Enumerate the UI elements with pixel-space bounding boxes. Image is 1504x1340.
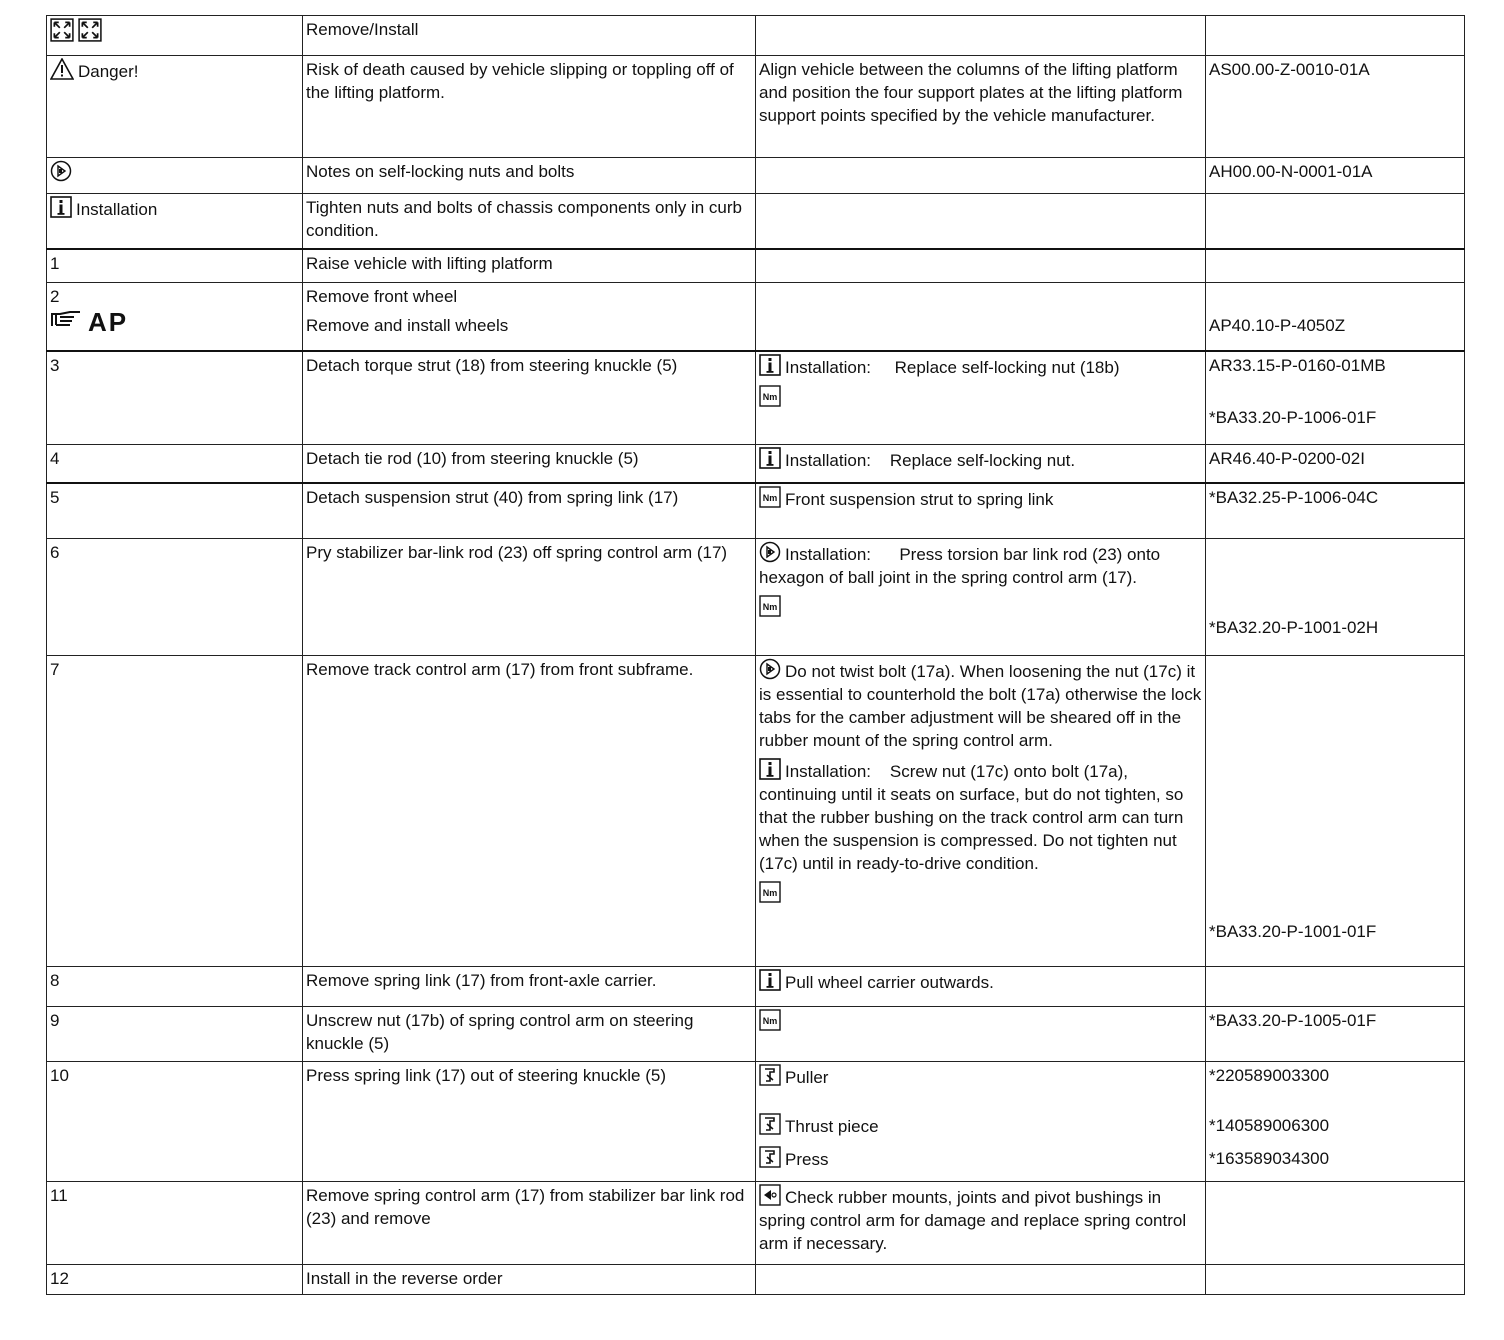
table-row [47,967,1465,1007]
step-note: Do not twist bolt (17a). When loosening the nut (17c) it is essential to counterhold the bolt (17a) otherwise the lock tabs for the camber adjustment will be sheared off in the rubber mount of the spring control arm. [759,662,1202,750]
step-note: Check rubber mounts, joints and pivot bushings in spring control arm for damage and replace spring control arm if necessary. [759,1188,1187,1253]
step-text: Remove front wheel [306,287,458,306]
step-number: 7 [47,656,303,967]
step-number: 10 [47,1062,303,1182]
step-note: Installation: Replace self-locking nut. [785,451,1076,470]
step-number: 8 [47,967,303,1007]
table-row [47,1265,1465,1295]
step-number: 12 [47,1265,303,1295]
step-text: Unscrew nut (17b) of spring control arm on steering knuckle (5) [303,1007,756,1062]
ap-label: AP [88,307,129,338]
danger-text: Risk of death caused by vehicle slipping or toppling off of the lifting platform. [303,56,756,158]
notes-ref: AH00.00-N-0001-01A [1206,158,1465,194]
torque-icon [759,486,781,508]
step-note: Installation: Press torsion bar link rod (23) onto hexagon of ball joint in the spring control arm (17). [759,545,1165,587]
step-ref[interactable]: AR46.40-P-0200-02I [1206,445,1465,483]
expand-icon [50,18,74,42]
step-ref[interactable]: AR33.15-P-0160-01MB [1209,355,1386,375]
danger-label: Danger! [78,62,139,81]
hand-pointer-icon [50,308,84,330]
tool-label: Puller [785,1068,829,1087]
notes-icon [759,541,781,563]
step-note-installation: Installation: Screw nut (17c) onto bolt (17a), continuing until it seats on surface, but do not tighten, so that the rubber bushing on the track control arm can turn when the suspension is compressed. Do not tighten nut (17c) until in ready-to-drive condition. [759,762,1189,873]
notes-text: Notes on self-locking nuts and bolts [303,158,756,194]
table-row [47,1062,1465,1182]
notes-row [47,158,1465,194]
step-number: 6 [47,539,303,656]
torque-icon [759,1009,781,1031]
step-number: 5 [47,483,303,539]
step-text: Install in the reverse order [303,1265,756,1295]
step-note: Front suspension strut to spring link [785,489,1054,509]
step-text: Detach torque strut (18) from steering knuckle (5) [303,351,756,445]
step-text: Raise vehicle with lifting platform [303,249,756,283]
danger-note: Align vehicle between the columns of the lifting platform and position the four support plates at the lifting platform support points specified by the vehicle manufacturer. [756,56,1206,158]
step-ref[interactable]: *BA33.20-P-1005-01F [1206,1007,1465,1062]
header-title: Remove/Install [303,16,756,56]
step-ref[interactable]: *BA33.20-P-1001-01F [1209,922,1377,941]
tool-label: Thrust piece [785,1117,879,1136]
ap-text[interactable]: Remove and install wheels [306,316,509,335]
step-text: Press spring link (17) out of steering knuckle (5) [303,1062,756,1182]
tool-ref[interactable]: *220589003300 [1209,1066,1330,1085]
step-number: 2 [50,287,60,306]
danger-ref: AS00.00-Z-0010-01A [1206,56,1465,158]
table-row [47,539,1465,656]
expand-icon [78,18,102,42]
step-ref[interactable]: *BA32.25-P-1006-04C [1206,483,1465,539]
table-row [47,483,1465,539]
table-row [47,1007,1465,1062]
step-text: Remove spring control arm (17) from stabilizer bar link rod (23) and remove [303,1182,756,1265]
torque-icon [759,881,781,903]
step-ref[interactable]: *BA32.20-P-1001-02H [1209,618,1379,637]
procedure-table [46,15,1465,1295]
table-row [47,283,1465,351]
tool-icon [759,1064,781,1086]
step-number: 4 [47,445,303,483]
info-icon [759,354,781,376]
step-number: 1 [47,249,303,283]
check-icon [759,1184,781,1206]
table-row [47,445,1465,483]
step-number: 3 [47,351,303,445]
torque-icon [759,385,781,407]
tool-ref[interactable]: *140589006300 [1209,1116,1330,1135]
info-icon [759,447,781,469]
tool-label: Press [785,1150,829,1169]
info-icon [50,196,72,218]
tool-icon [759,1113,781,1135]
danger-row [47,56,1465,158]
step-text: Remove spring link (17) from front-axle carrier. [303,967,756,1007]
notes-icon [759,658,781,680]
step-number: 11 [47,1182,303,1265]
table-row [47,351,1465,445]
step-number: 9 [47,1007,303,1062]
info-icon [759,969,781,991]
notes-icon [50,160,72,182]
tool-ref[interactable]: *163589034300 [1209,1149,1330,1168]
step-note: Installation: Replace self-locking nut (18b) [785,357,1120,377]
step-note: Pull wheel carrier outwards. [785,973,994,992]
installation-row [47,194,1465,249]
torque-ref[interactable]: *BA33.20-P-1006-01F [1209,407,1377,427]
danger-icon [50,58,74,80]
step-text: Detach suspension strut (40) from spring link (17) [303,483,756,539]
table-row [47,1182,1465,1265]
table-row [47,249,1465,283]
step-ref[interactable]: AP40.10-P-4050Z [1209,316,1346,335]
installation-text: Tighten nuts and bolts of chassis components only in curb condition. [303,194,756,249]
step-text: Pry stabilizer bar-link rod (23) off spring control arm (17) [303,539,756,656]
torque-icon [759,595,781,617]
step-text: Remove track control arm (17) from front subframe. [303,656,756,967]
installation-label: Installation [76,200,158,219]
header-row [47,16,1465,56]
info-icon [759,758,781,780]
tool-icon [759,1146,781,1168]
step-text: Detach tie rod (10) from steering knuckle (5) [303,445,756,483]
table-row [47,656,1465,967]
